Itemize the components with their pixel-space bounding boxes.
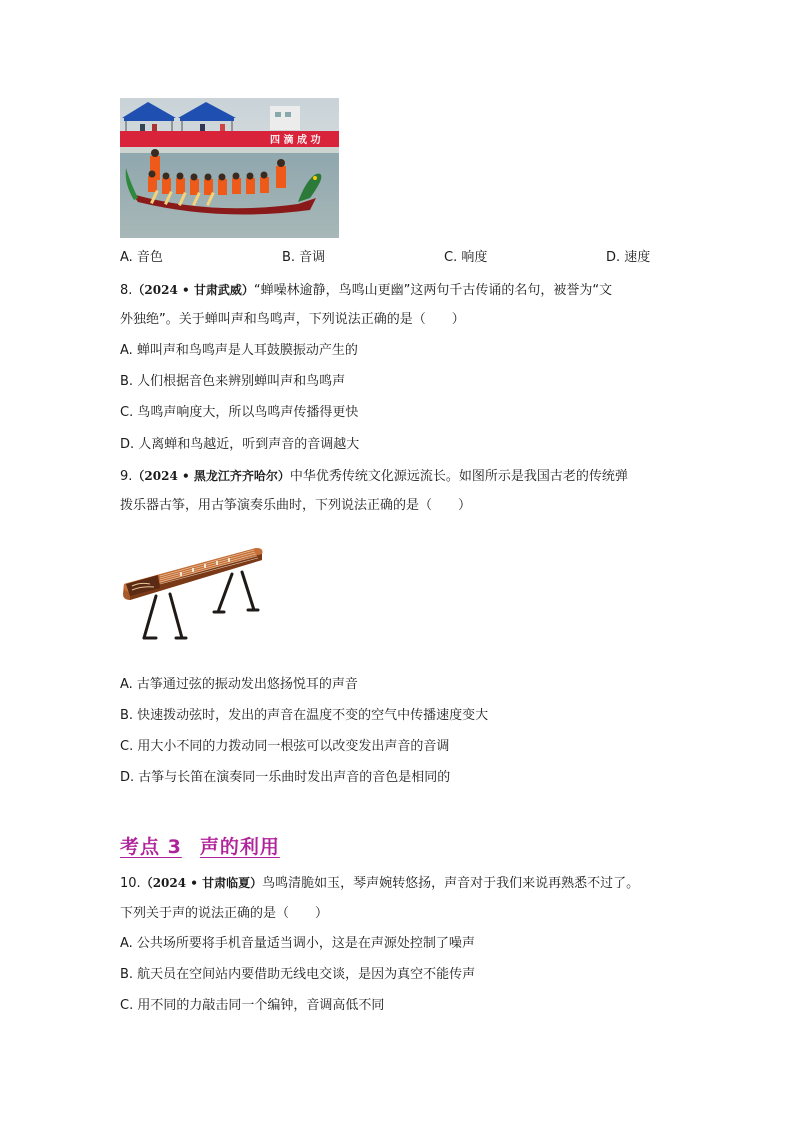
question-text: 鸟鸣清脆如玉，琴声婉转悠扬，声音对于我们来说再熟悉不过了。: [262, 876, 640, 891]
section-title: 声的利用: [199, 836, 280, 858]
q10-stem-line2: 下列关于声的说法正确的是（ ）: [120, 906, 329, 921]
q8-option-b[interactable]: B. 人们根据音色来辨别蝉叫声和鸟鸣声: [120, 374, 346, 389]
dragon-boat-photo: [120, 98, 339, 238]
question-number: 8.: [120, 283, 133, 298]
q9-stem-line2: 拨乐器古筝，用古筝演奏乐曲时，下列说法正确的是（ ）: [120, 498, 472, 513]
question-text: “蝉噪林逾静，鸟鸣山更幽”这两句千古传诵的名句，被誉为“文: [253, 283, 613, 298]
q9-option-c[interactable]: C. 用大小不同的力拨动同一根弦可以改变发出声音的音调: [120, 739, 450, 754]
question-source: （2024 • 甘肃武威）: [132, 283, 254, 297]
q9-option-a[interactable]: A. 古筝通过弦的振动发出悠扬悦耳的声音: [120, 677, 358, 692]
question-source: （2024 • 甘肃临夏）: [140, 876, 263, 890]
section-heading: [120, 832, 280, 859]
q9-stem-line1: [120, 467, 628, 486]
question-source: （2024 • 黑龙江齐齐哈尔）: [132, 469, 290, 483]
q7-option-d[interactable]: D. 速度: [606, 250, 651, 265]
q10-option-c[interactable]: C. 用不同的力敲击同一个编钟，音调高低不同: [120, 998, 385, 1013]
section-label: 考点 3: [120, 836, 182, 858]
q10-option-a[interactable]: A. 公共场所要将手机音量适当调小，这是在声源处控制了噪声: [120, 936, 475, 951]
q7-option-c[interactable]: C. 响度: [444, 250, 488, 265]
q7-option-b[interactable]: B. 音调: [282, 250, 326, 265]
q7-option-a[interactable]: A. 音色: [120, 250, 163, 265]
question-number: 9.: [120, 469, 133, 484]
q9-option-d[interactable]: D. 古筝与长笛在演奏同一乐曲时发出声音的音色是相同的: [120, 770, 451, 785]
question-number: 10.: [120, 876, 141, 891]
q8-stem-line1: [120, 281, 612, 300]
banner-text: 四 滴 成 功: [270, 135, 321, 146]
q8-option-c[interactable]: C. 鸟鸣声响度大，所以鸟鸣声传播得更快: [120, 405, 359, 420]
question-text: 中华优秀传统文化源远流长。如图所示是我国古老的传统弹: [289, 469, 628, 484]
q10-stem-line1: [120, 874, 639, 893]
guzheng-photo: [120, 544, 266, 644]
q10-option-b[interactable]: B. 航天员在空间站内要借助无线电交谈，是因为真空不能传声: [120, 967, 476, 982]
q8-option-d[interactable]: D. 人离蝉和鸟越近，听到声音的音调越大: [120, 437, 360, 452]
q8-option-a[interactable]: A. 蝉叫声和鸟鸣声是人耳鼓膜振动产生的: [120, 343, 358, 358]
q8-stem-line2: 外独绝”。关于蝉叫声和鸟鸣声，下列说法正确的是（ ）: [120, 312, 465, 327]
q9-option-b[interactable]: B. 快速拨动弦时，发出的声音在温度不变的空气中传播速度变大: [120, 708, 489, 723]
